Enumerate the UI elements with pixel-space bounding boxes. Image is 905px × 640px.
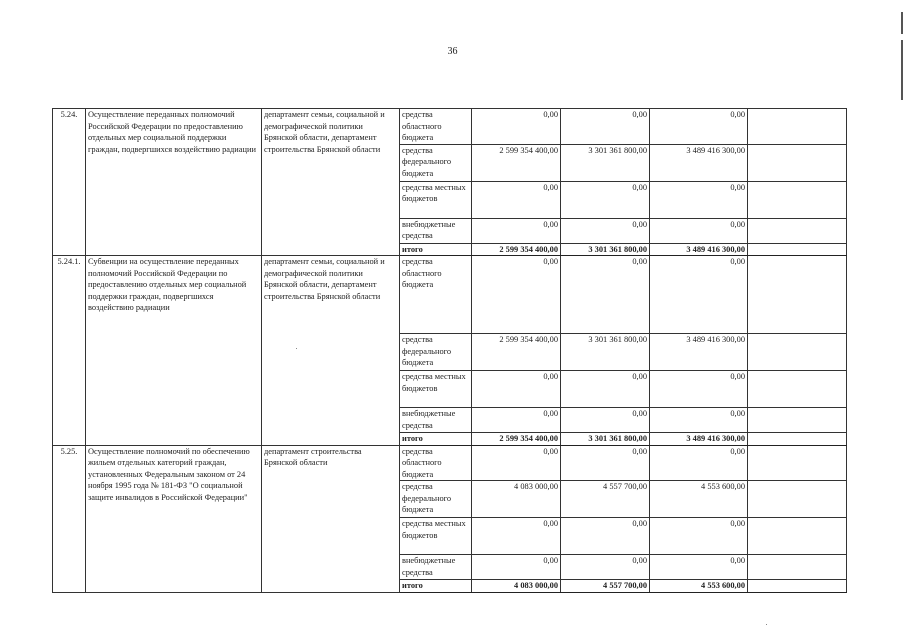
scan-edge-mark [901,12,903,34]
amount-year-1: 2 599 354 400,00 [472,144,561,181]
amount-year-2: 0,00 [561,408,650,433]
amount-year-3: 0,00 [650,256,748,334]
amount-year-3: 3 489 416 300,00 [650,243,748,256]
amount-year-3: 3 489 416 300,00 [650,334,748,371]
amount-year-1: 0,00 [472,181,561,218]
amount-year-3: 0,00 [650,518,748,555]
activity-name: Осуществление переданных полномочий Российской Федерации по предоставлению отдельных мер социальной поддержки граждан, подвергшихся воздействию радиации [86,109,262,256]
empty-cell [748,580,847,593]
funding-source: внебюджетные средства [400,408,472,433]
amount-year-1: 0,00 [472,109,561,145]
funding-source: средства местных бюджетов [400,518,472,555]
empty-cell [748,408,847,433]
responsible-executor: департамент семьи, социальной и демографической политики Брянской области, департамент строительства Брянской области [262,109,400,256]
item-number: 5.25. [53,445,86,592]
amount-year-3: 0,00 [650,408,748,433]
funding-source: средства федерального бюджета [400,334,472,371]
empty-cell [748,144,847,181]
amount-year-3: 3 489 416 300,00 [650,144,748,181]
empty-cell [748,334,847,371]
amount-year-1: 0,00 [472,408,561,433]
amount-year-1: 2 599 354 400,00 [472,243,561,256]
amount-year-1: 0,00 [472,256,561,334]
empty-cell [748,371,847,408]
amount-year-3: 0,00 [650,181,748,218]
empty-cell [748,109,847,145]
amount-year-1: 2 599 354 400,00 [472,433,561,446]
activity-name: Осуществление полномочий по обеспечению жильем отдельных категорий граждан, установленных Федеральным законом от 24 ноября 1995 года № 181-ФЗ "О социальной защите инвалидов в Российской Федерации" [86,445,262,592]
amount-year-1: 0,00 [472,518,561,555]
item-number: 5.24. [53,109,86,256]
responsible-executor: департамент строительства Брянской области [262,445,400,592]
funding-source: итого [400,580,472,593]
funding-source: итого [400,433,472,446]
amount-year-2: 0,00 [561,109,650,145]
page-number: 36 [447,46,458,57]
amount-year-1: 0,00 [472,218,561,243]
amount-year-1: 4 083 000,00 [472,481,561,518]
amount-year-2: 0,00 [561,256,650,334]
funding-source: средства местных бюджетов [400,181,472,218]
empty-cell [748,256,847,334]
funding-row [53,445,847,481]
funding-row [53,109,847,145]
amount-year-3: 4 553 600,00 [650,481,748,518]
funding-source: внебюджетные средства [400,555,472,580]
amount-year-3: 0,00 [650,555,748,580]
amount-year-2: 0,00 [561,181,650,218]
amount-year-2: 3 301 361 800,00 [561,433,650,446]
empty-cell [748,218,847,243]
empty-cell [748,433,847,446]
funding-source: средства областного бюджета [400,256,472,334]
empty-cell [748,181,847,218]
empty-cell [748,243,847,256]
amount-year-3: 0,00 [650,371,748,408]
item-number: 5.24.1. [53,256,86,446]
amount-year-1: 4 083 000,00 [472,580,561,593]
funding-source: средства федерального бюджета [400,481,472,518]
amount-year-2: 0,00 [561,518,650,555]
funding-row [53,256,847,334]
scan-edge-mark [901,40,903,100]
funding-source: внебюджетные средства [400,218,472,243]
amount-year-3: 0,00 [650,445,748,481]
amount-year-2: 4 557 700,00 [561,481,650,518]
amount-year-2: 3 301 361 800,00 [561,334,650,371]
budget-table [52,108,847,593]
amount-year-3: 0,00 [650,109,748,145]
amount-year-2: 0,00 [561,445,650,481]
amount-year-2: 0,00 [561,371,650,408]
funding-source: средства областного бюджета [400,445,472,481]
funding-source: средства областного бюджета [400,109,472,145]
amount-year-1: 2 599 354 400,00 [472,334,561,371]
amount-year-2: 0,00 [561,218,650,243]
amount-year-2: 3 301 361 800,00 [561,144,650,181]
empty-cell [748,481,847,518]
funding-source: средства федерального бюджета [400,144,472,181]
amount-year-3: 4 553 600,00 [650,580,748,593]
amount-year-2: 3 301 361 800,00 [561,243,650,256]
responsible-executor: департамент семьи, социальной и демографической политики Брянской области, департамент строительства Брянской области [262,256,400,446]
amount-year-1: 0,00 [472,371,561,408]
amount-year-2: 0,00 [561,555,650,580]
amount-year-3: 3 489 416 300,00 [650,433,748,446]
funding-source: средства местных бюджетов [400,371,472,408]
empty-cell [748,518,847,555]
empty-cell [748,445,847,481]
funding-source: итого [400,243,472,256]
amount-year-2: 4 557 700,00 [561,580,650,593]
amount-year-1: 0,00 [472,555,561,580]
empty-cell [748,555,847,580]
amount-year-1: 0,00 [472,445,561,481]
scan-speck [766,624,767,625]
activity-name: Субвенции на осуществление переданных полномочий Российской Федерации по предоставлению отдельных мер социальной поддержки граждан, подвергшихся воздействию радиации [86,256,262,446]
amount-year-3: 0,00 [650,218,748,243]
